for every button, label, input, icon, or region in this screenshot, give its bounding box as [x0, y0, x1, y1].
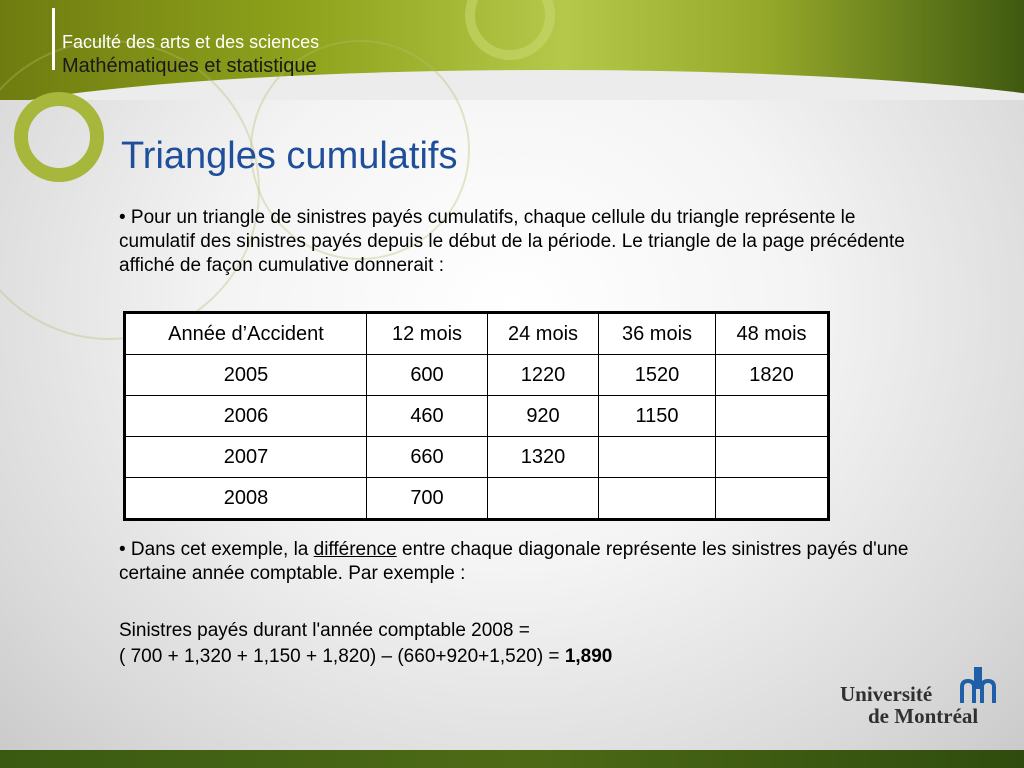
table-cell: 920 [488, 396, 599, 437]
university-name [840, 683, 978, 727]
table-row [125, 437, 829, 478]
table-cell: 1320 [488, 437, 599, 478]
table-cell: 2006 [125, 396, 367, 437]
calculation-line-1: Sinistres payés durant l'année comptable 2008 = [119, 620, 530, 641]
example-prefix: • Dans cet exemple, la [119, 539, 314, 560]
table-cell: 700 [367, 478, 488, 520]
example-suffix: entre chaque diagonale représente les sinistres payés d'une certaine année comptable. Par exemple : [119, 539, 909, 584]
footer-bar [0, 750, 1024, 768]
table-cell: 660 [367, 437, 488, 478]
university-name-line2: de Montréal [868, 704, 979, 728]
table-cell: 2008 [125, 478, 367, 520]
slide-title: Triangles cumulatifs [121, 135, 458, 177]
intro-paragraph: • Pour un triangle de sinistres payés cumulatifs, chaque cellule du triangle représente le cumulatif des sinistres payés depuis le début de la période. Le triangle de la page précédente affiché de façon cumulative donnerait : [119, 207, 905, 276]
table-row [125, 396, 829, 437]
table-cell: 460 [367, 396, 488, 437]
decorative-ring [465, 0, 555, 60]
table-cell [599, 478, 716, 520]
table-cell [599, 437, 716, 478]
table-cell [716, 396, 829, 437]
table-row [125, 355, 829, 396]
table-header-row [125, 313, 829, 355]
calculation-result: 1,890 [564, 646, 613, 667]
column-header: Année d’Accident [125, 313, 367, 355]
table-cell: 2005 [125, 355, 367, 396]
table-cell: 1150 [599, 396, 716, 437]
table-cell: 1520 [599, 355, 716, 396]
table-cell [716, 478, 829, 520]
example-underlined-word: différence [313, 539, 397, 560]
table-cell [716, 437, 829, 478]
table-cell: 1220 [488, 355, 599, 396]
calculation-line-2 [119, 645, 919, 669]
table-cell [488, 478, 599, 520]
table-cell: 2007 [125, 437, 367, 478]
column-header: 24 mois [488, 313, 599, 355]
column-header: 12 mois [367, 313, 488, 355]
example-paragraph [119, 538, 919, 586]
header-divider [52, 8, 55, 70]
decorative-ring [14, 92, 104, 182]
table-cell: 1820 [716, 355, 829, 396]
cumulative-triangle-table [123, 311, 830, 521]
table-row [125, 478, 829, 520]
column-header: 36 mois [599, 313, 716, 355]
column-header: 48 mois [716, 313, 829, 355]
table-cell: 600 [367, 355, 488, 396]
department-name: Mathématiques et statistique [62, 55, 317, 77]
faculty-name: Faculté des arts et des sciences [62, 32, 320, 52]
university-name-line1: Université [840, 682, 933, 706]
calculation-expression: ( 700 + 1,320 + 1,150 + 1,820) – (660+920+1,520) = [119, 646, 565, 667]
university-logo [840, 665, 1010, 735]
